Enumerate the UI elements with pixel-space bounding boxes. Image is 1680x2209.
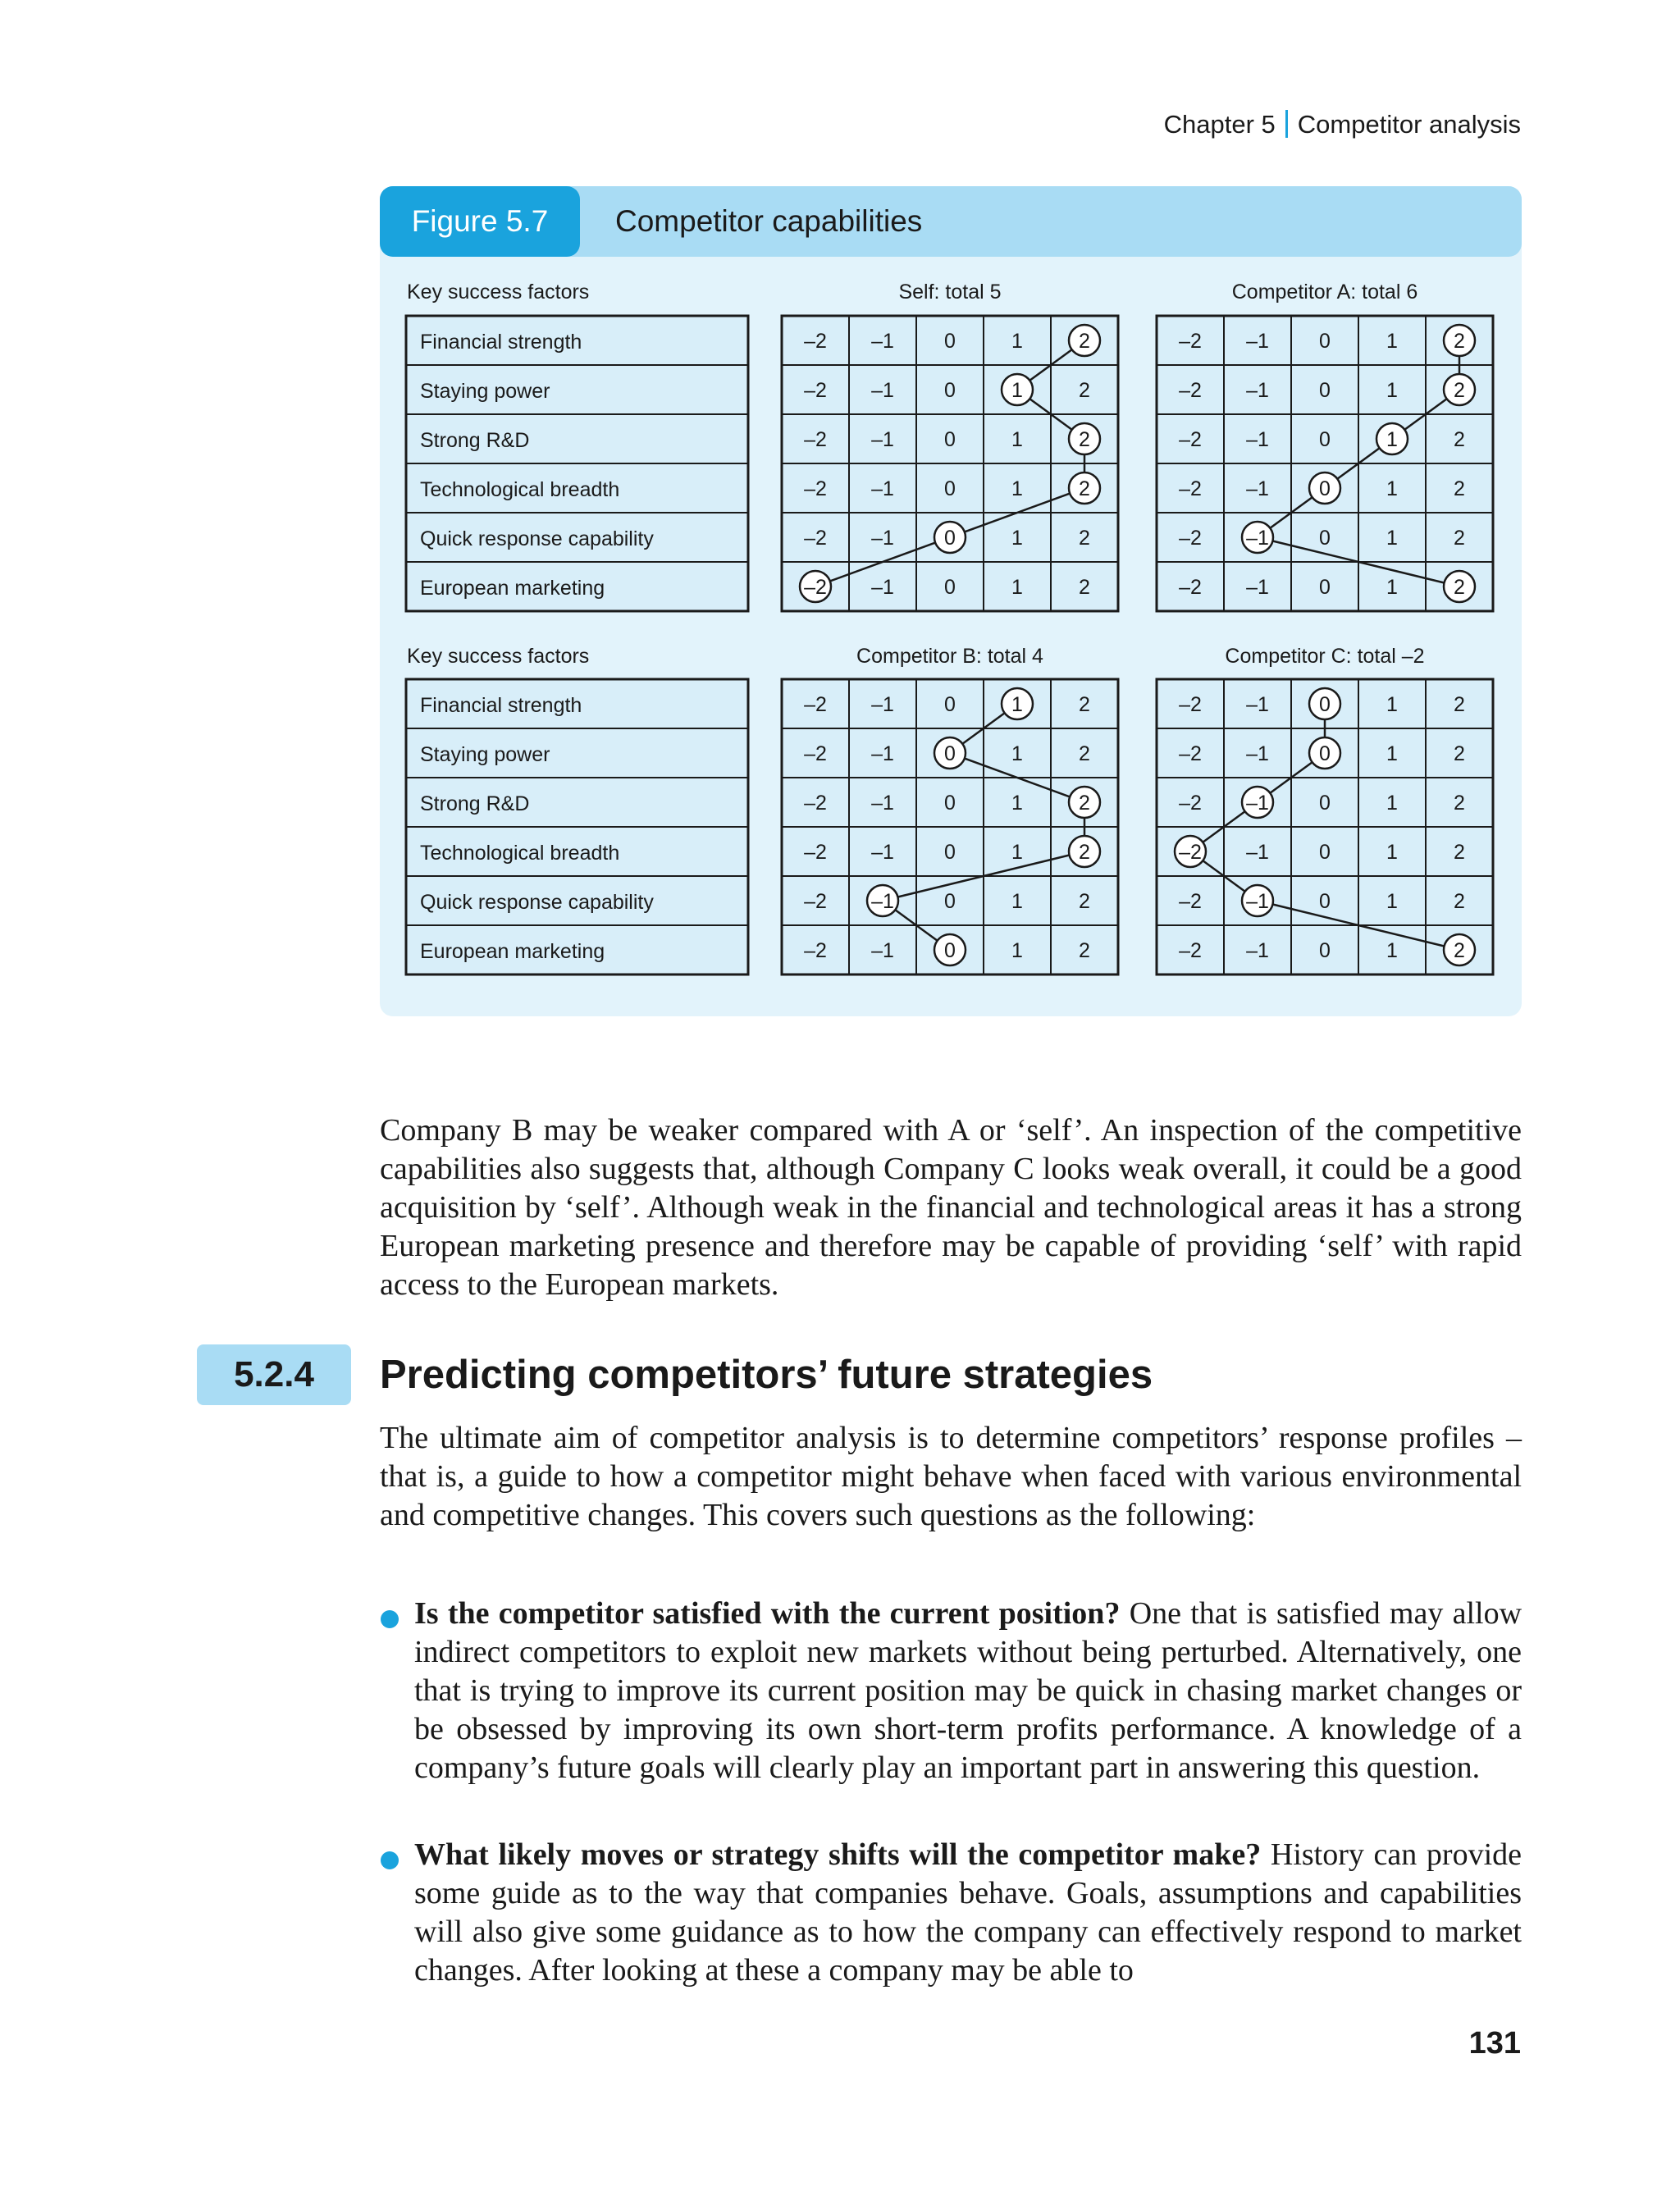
scale-value: 2 xyxy=(1454,527,1465,550)
key-factors-label: Key success factors xyxy=(407,645,590,668)
factor-label: Technological breadth xyxy=(420,478,620,501)
scale-value: 2 xyxy=(1454,742,1465,765)
panel-title: Competitor C: total –2 xyxy=(1225,645,1425,668)
scale-value: 2 xyxy=(1454,841,1465,864)
scale-value: 2 xyxy=(1454,693,1465,716)
bullet-text: One that is satisfied may allow indirect competitors to exploit new markets without being perturbed. Alternatively, one that is trying to improve its current position may be quick in chasing market changes or be obsessed by improving its own short-term profits performance. A knowledge of a company’s future goals will clearly play an important part in answering this question. xyxy=(414,1596,1522,1785)
scale-value: –1 xyxy=(1246,477,1269,500)
panel-title: Competitor A: total 6 xyxy=(1231,281,1418,304)
scale-value: 2 xyxy=(1079,576,1090,599)
scale-value: –1 xyxy=(871,693,894,716)
scale-value: 1 xyxy=(1011,428,1023,451)
scale-value: 0 xyxy=(944,792,956,815)
scale-value: –2 xyxy=(1179,742,1202,765)
factor-label: European marketing xyxy=(420,577,605,600)
scale-value: 1 xyxy=(1386,477,1398,500)
figure-title: Competitor capabilities xyxy=(615,204,923,238)
scale-value: 1 xyxy=(1011,576,1023,599)
scale-value: –1 xyxy=(871,792,894,815)
scale-value: –2 xyxy=(804,841,827,864)
scale-value: 2 xyxy=(1079,428,1090,451)
scale-value: 1 xyxy=(1386,379,1398,402)
scale-value: –1 xyxy=(1246,527,1269,550)
scale-value: 0 xyxy=(944,330,956,353)
scale-value: 2 xyxy=(1454,428,1465,451)
scale-value: –2 xyxy=(1179,841,1202,864)
scale-value: –1 xyxy=(871,939,894,962)
panel-title: Competitor B: total 4 xyxy=(856,645,1043,668)
scale-value: 1 xyxy=(1011,841,1023,864)
factor-label: Staying power xyxy=(420,380,550,403)
scale-value: 2 xyxy=(1079,841,1090,864)
scale-value: 0 xyxy=(1319,428,1331,451)
scale-value: 0 xyxy=(944,428,956,451)
scale-value: 1 xyxy=(1386,693,1398,716)
scale-value: –1 xyxy=(1246,330,1269,353)
scale-value: –2 xyxy=(804,939,827,962)
scale-value: –1 xyxy=(871,379,894,402)
scale-value: –2 xyxy=(1179,527,1202,550)
scale-value: –1 xyxy=(1246,841,1269,864)
paragraph-2: The ultimate aim of competitor analysis is to determine competitors’ response profiles – that is, a guide to how a competitor might behave when faced with various environmental and competitive changes. This covers such questions as the following: xyxy=(380,1421,1522,1532)
section-title: Predicting competitors’ future strategies xyxy=(380,1353,1153,1397)
scale-value: –2 xyxy=(804,379,827,402)
scale-value: 0 xyxy=(1319,330,1331,353)
scale-value: –1 xyxy=(1246,742,1269,765)
scale-value: –2 xyxy=(1179,477,1202,500)
scale-value: 2 xyxy=(1454,939,1465,962)
scale-value: –2 xyxy=(804,527,827,550)
section-number: 5.2.4 xyxy=(197,1344,351,1405)
scale-value: –1 xyxy=(871,841,894,864)
scale-value: –1 xyxy=(871,330,894,353)
scale-value: 2 xyxy=(1454,792,1465,815)
bullet-item xyxy=(414,1595,1522,1787)
bullet-dot xyxy=(381,1610,399,1628)
factor-label: Financial strength xyxy=(420,331,582,354)
factor-label: European marketing xyxy=(420,940,605,963)
scale-value: 1 xyxy=(1386,428,1398,451)
scale-value: –1 xyxy=(1246,428,1269,451)
scale-value: 0 xyxy=(944,890,956,913)
figure-box xyxy=(380,186,1522,1016)
scale-value: 1 xyxy=(1011,890,1023,913)
scale-value: –1 xyxy=(1246,939,1269,962)
scale-value: –2 xyxy=(1179,330,1202,353)
scale-value: –2 xyxy=(1179,379,1202,402)
scale-value: 1 xyxy=(1011,527,1023,550)
scale-value: 0 xyxy=(1319,890,1331,913)
scale-value: –2 xyxy=(1179,792,1202,815)
scale-value: 0 xyxy=(944,939,956,962)
bullet-dot xyxy=(381,1851,399,1869)
factor-label: Staying power xyxy=(420,743,550,766)
scale-value: –2 xyxy=(1179,693,1202,716)
scale-value: 0 xyxy=(944,576,956,599)
scale-value: 2 xyxy=(1079,939,1090,962)
scale-value: 0 xyxy=(1319,792,1331,815)
figure-label: Figure 5.7 xyxy=(380,186,580,257)
scale-value: 1 xyxy=(1386,890,1398,913)
scale-value: –1 xyxy=(1246,890,1269,913)
scale-value: –1 xyxy=(871,890,894,913)
scale-value: 1 xyxy=(1386,841,1398,864)
scale-value: 2 xyxy=(1454,379,1465,402)
paragraph-1: Company B may be weaker compared with A or ‘self’. An inspection of the competitive capabilities also suggests that, although Company C looks weak overall, it could be a good acquisition by ‘self’. Although weak in the financial and technological areas it has a strong European marketing presence and therefore may be capable of providing ‘self’ with rapid access to the European markets. xyxy=(380,1113,1522,1302)
bullet-item xyxy=(414,1836,1522,1990)
scale-value: –2 xyxy=(804,693,827,716)
scale-value: 0 xyxy=(1319,576,1331,599)
scale-value: –2 xyxy=(804,890,827,913)
capabilities-chart xyxy=(380,186,1522,1016)
scale-value: 2 xyxy=(1079,477,1090,500)
running-head-title: Competitor analysis xyxy=(1297,110,1521,139)
scale-value: 1 xyxy=(1011,693,1023,716)
scale-value: 0 xyxy=(944,693,956,716)
scale-value: –2 xyxy=(804,576,827,599)
scale-value: 1 xyxy=(1011,379,1023,402)
scale-value: 0 xyxy=(944,841,956,864)
scale-value: 0 xyxy=(1319,939,1331,962)
scale-value: –2 xyxy=(1179,428,1202,451)
scale-value: 0 xyxy=(944,477,956,500)
scale-value: –2 xyxy=(1179,939,1202,962)
scale-value: 1 xyxy=(1011,742,1023,765)
scale-value: 1 xyxy=(1386,792,1398,815)
factor-label: Strong R&D xyxy=(420,429,530,452)
bullet-lead: What likely moves or strategy shifts will the competitor make? xyxy=(414,1837,1262,1872)
scale-value: –1 xyxy=(871,742,894,765)
scale-value: 0 xyxy=(1319,693,1331,716)
page-number: 131 xyxy=(1468,2026,1521,2061)
scale-value: 1 xyxy=(1011,792,1023,815)
scale-value: –2 xyxy=(804,330,827,353)
scale-value: 1 xyxy=(1386,576,1398,599)
scale-value: –1 xyxy=(871,527,894,550)
scale-value: 1 xyxy=(1386,330,1398,353)
key-factors-label: Key success factors xyxy=(407,281,590,304)
scale-value: 1 xyxy=(1011,477,1023,500)
scale-value: 2 xyxy=(1454,890,1465,913)
bullet-lead: Is the competitor satisfied with the current position? xyxy=(414,1596,1121,1631)
scale-value: 0 xyxy=(1319,527,1331,550)
panel-title: Self: total 5 xyxy=(898,281,1002,304)
factor-label: Quick response capability xyxy=(420,527,654,550)
factor-label: Strong R&D xyxy=(420,792,530,815)
scale-value: 2 xyxy=(1079,890,1090,913)
scale-value: –1 xyxy=(1246,693,1269,716)
scale-value: –2 xyxy=(1179,890,1202,913)
scale-value: 2 xyxy=(1079,742,1090,765)
scale-value: –1 xyxy=(871,477,894,500)
running-head-separator xyxy=(1285,110,1288,138)
scale-value: 0 xyxy=(944,527,956,550)
scale-value: 1 xyxy=(1386,939,1398,962)
scale-value: –1 xyxy=(1246,379,1269,402)
scale-value: 1 xyxy=(1386,527,1398,550)
factor-label: Technological breadth xyxy=(420,842,620,865)
scale-value: –2 xyxy=(1179,576,1202,599)
scale-value: –1 xyxy=(1246,576,1269,599)
running-head xyxy=(1164,110,1521,139)
scale-value: 2 xyxy=(1079,693,1090,716)
scale-value: 1 xyxy=(1011,330,1023,353)
bullet-text: History can provide some guide as to the way that companies behave. Goals, assumptions and capabilities will also give some guidance as to how the company can effectively respond to market changes. After looking at these a company may be able to xyxy=(414,1837,1522,1988)
scale-value: 0 xyxy=(1319,477,1331,500)
scale-value: 2 xyxy=(1454,330,1465,353)
scale-value: –2 xyxy=(804,742,827,765)
scale-value: 0 xyxy=(1319,379,1331,402)
scale-value: 0 xyxy=(944,379,956,402)
scale-value: –2 xyxy=(804,477,827,500)
scale-value: 0 xyxy=(1319,742,1331,765)
scale-value: –2 xyxy=(804,792,827,815)
scale-value: 0 xyxy=(1319,841,1331,864)
scale-value: 1 xyxy=(1386,742,1398,765)
scale-value: 2 xyxy=(1079,379,1090,402)
scale-value: 1 xyxy=(1011,939,1023,962)
scale-value: –1 xyxy=(1246,792,1269,815)
factor-label: Financial strength xyxy=(420,694,582,717)
scale-value: 2 xyxy=(1079,330,1090,353)
scale-value: 2 xyxy=(1454,576,1465,599)
scale-value: 0 xyxy=(944,742,956,765)
scale-value: 2 xyxy=(1079,792,1090,815)
scale-value: 2 xyxy=(1079,527,1090,550)
running-head-chapter: Chapter 5 xyxy=(1163,110,1276,139)
factor-label: Quick response capability xyxy=(420,891,654,914)
scale-value: –2 xyxy=(804,428,827,451)
scale-value: –1 xyxy=(871,576,894,599)
scale-value: 2 xyxy=(1454,477,1465,500)
scale-value: –1 xyxy=(871,428,894,451)
